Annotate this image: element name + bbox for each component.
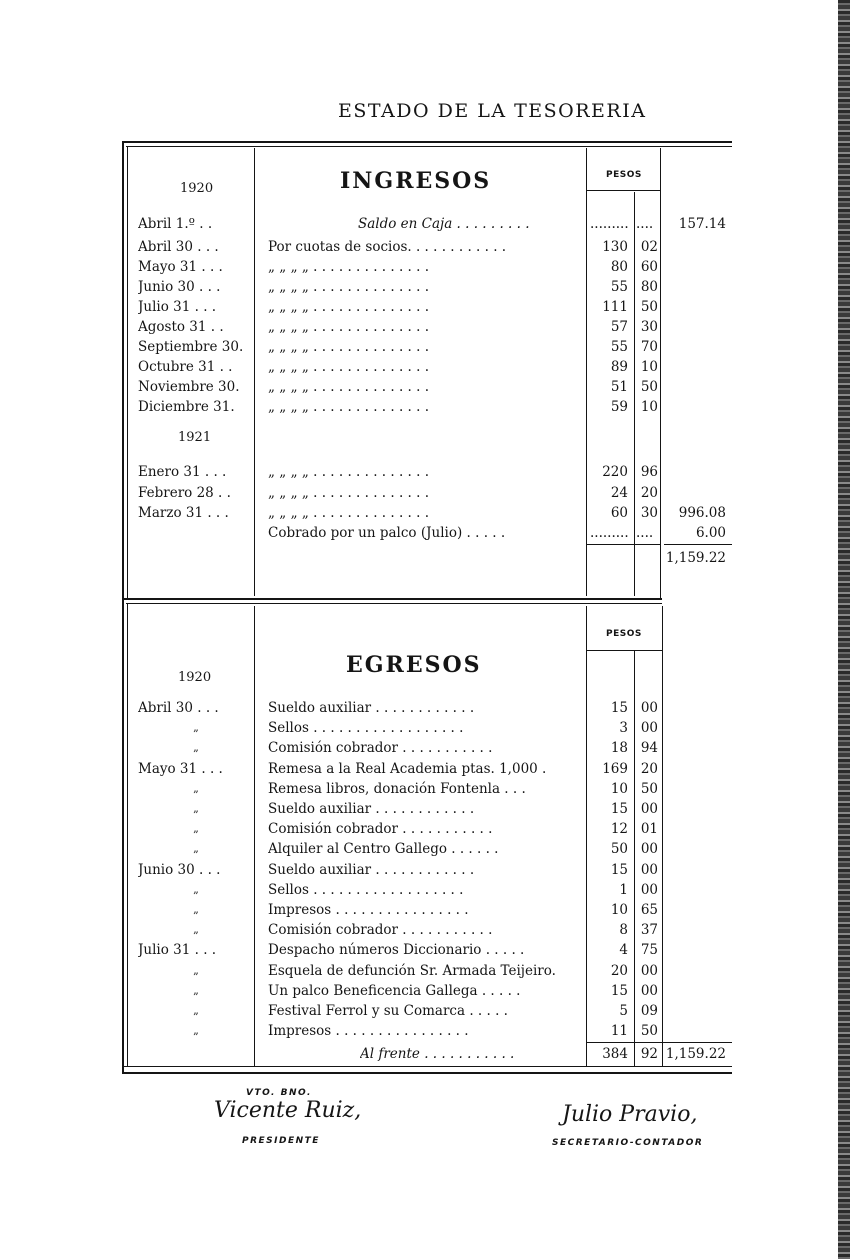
row-description: Comisión cobrador . . . . . . . . . . .	[268, 922, 493, 939]
row-date: „	[193, 963, 199, 977]
signature-caption: VTO. BNO.	[246, 1088, 312, 1098]
row-date: Julio 31 . . .	[138, 942, 217, 959]
bottom-rule	[122, 1066, 732, 1067]
row-description: Sellos . . . . . . . . . . . . . . . . . .	[268, 881, 464, 898]
row-date: Noviembre 30.	[138, 379, 240, 395]
row-date: „	[193, 822, 199, 836]
row-centavos: 80	[640, 279, 658, 295]
saldo-row	[0, 214, 740, 234]
row-description: Impresos . . . . . . . . . . . . . . . .	[268, 902, 469, 918]
row-date: Enero 31 . . .	[138, 464, 227, 480]
row-centavos: 30	[640, 505, 658, 521]
grand-total: 1,159.22	[665, 550, 726, 566]
egresos-year-1920: 1920	[178, 670, 212, 685]
row-centavos: 65	[640, 902, 658, 918]
table-row	[0, 337, 740, 357]
row-centavos: 00	[640, 982, 658, 999]
row-pesos: 89	[610, 359, 628, 375]
row-pesos: 220	[602, 464, 628, 480]
row-date: Junio 30 . . .	[138, 279, 221, 295]
row-date: Mayo 31 . . .	[138, 760, 223, 777]
row-date: „	[193, 842, 199, 856]
row-description: Sueldo auxiliar . . . . . . . . . . . .	[268, 700, 475, 716]
row-date: Junio 30 . . .	[138, 861, 221, 878]
row-pesos: 15	[610, 801, 628, 817]
table-row	[0, 920, 740, 940]
row-description: „ „ „ „ . . . . . . . . . . . . . .	[268, 359, 430, 375]
row-centavos: 02	[640, 239, 658, 255]
row-centavos: 92	[640, 1046, 658, 1062]
row-date: Abril 30 . . .	[138, 239, 219, 255]
row-pesos: 15	[610, 861, 628, 878]
row-centavos: 00	[640, 962, 658, 979]
table-row	[0, 981, 740, 1001]
row-pesos: 50	[610, 841, 628, 858]
table-row	[0, 377, 740, 397]
row-description: „ „ „ „ . . . . . . . . . . . . . .	[268, 279, 430, 295]
signature-right-name: Julio Pravio,	[562, 1102, 698, 1127]
row-pesos: 80	[610, 259, 628, 275]
row-centavos: 60	[640, 259, 658, 275]
row-description: Despacho números Diccionario . . . . .	[268, 942, 525, 959]
row-date: Marzo 31 . . .	[138, 505, 229, 521]
row-centavos: 50	[640, 780, 658, 797]
row-description: „ „ „ „ . . . . . . . . . . . . . .	[268, 299, 430, 315]
row-description: „ „ „ „ . . . . . . . . . . . . . .	[268, 259, 430, 275]
row-total: 157.14	[678, 216, 726, 232]
ingresos-columns-rule	[587, 544, 660, 545]
row-description: „ „ „ „ . . . . . . . . . . . . . .	[268, 339, 430, 355]
row-pesos: 10	[610, 780, 628, 797]
row-pesos: 130	[602, 239, 628, 255]
page-title: ESTADO DE LA TESORERIA	[338, 100, 647, 122]
row-centavos: 10	[640, 399, 658, 415]
row-description: „ „ „ „ . . . . . . . . . . . . . .	[268, 319, 430, 335]
row-total: 996.08	[678, 505, 726, 521]
ingresos-subtotal-rule	[664, 544, 732, 545]
row-centavos: 00	[640, 720, 658, 737]
signature-left-role: PRESIDENTE	[242, 1136, 320, 1146]
row-pesos: 5	[619, 1003, 628, 1019]
row-date: Octubre 31 . .	[138, 359, 233, 375]
row-pesos: 55	[610, 279, 628, 295]
row-centavos: 37	[640, 922, 658, 939]
row-description: Al frente . . . . . . . . . . .	[360, 1046, 515, 1062]
row-date: Septiembre 30.	[138, 339, 244, 355]
row-date: „	[193, 923, 199, 937]
row-description: Sueldo auxiliar . . . . . . . . . . . .	[268, 801, 475, 817]
row-description: „ „ „ „ . . . . . . . . . . . . . .	[268, 379, 430, 395]
section-divider-inner	[126, 603, 662, 604]
row-pesos: 3	[619, 720, 628, 737]
ingresos-pesos-header: PESOS	[606, 170, 642, 180]
section-divider	[122, 598, 662, 600]
row-centavos: 10	[640, 359, 658, 375]
row-description: „ „ „ „ . . . . . . . . . . . . . .	[268, 399, 430, 415]
row-pesos: 51	[610, 379, 628, 395]
row-description: Comisión cobrador . . . . . . . . . . .	[268, 821, 493, 838]
row-description: Esquela de defunción Sr. Armada Teijeiro.	[268, 962, 556, 979]
ingresos-title: INGRESOS	[340, 168, 492, 194]
row-description: Sueldo auxiliar . . . . . . . . . . . .	[268, 861, 475, 878]
table-row	[0, 297, 740, 317]
row-pesos: 20	[610, 962, 628, 979]
row-description: „ „ „ „ . . . . . . . . . . . . . .	[268, 505, 430, 521]
row-date: Agosto 31 . .	[138, 319, 224, 335]
top-rule-inner	[126, 146, 732, 147]
row-date: Mayo 31 . . .	[138, 259, 223, 275]
row-centavos: 50	[640, 299, 658, 315]
table-row	[0, 357, 740, 377]
row-centavos: 00	[640, 841, 658, 858]
row-description: Festival Ferrol y su Comarca . . . . .	[268, 1003, 508, 1019]
row-date: „	[193, 1024, 199, 1038]
row-date: „	[193, 1004, 199, 1017]
row-centavos: 00	[640, 700, 658, 716]
row-description: Sellos . . . . . . . . . . . . . . . . . .	[268, 720, 464, 737]
row-description: Alquiler al Centro Gallego . . . . . .	[268, 841, 499, 858]
row-description: Remesa a la Real Academia ptas. 1,000 .	[268, 760, 547, 777]
egresos-title: EGRESOS	[346, 652, 482, 678]
row-description: Remesa libros, donación Fontenla . . .	[268, 780, 526, 797]
row-description: „ „ „ „ . . . . . . . . . . . . . .	[268, 484, 430, 501]
row-pesos: 57	[610, 319, 628, 335]
table-row	[0, 819, 740, 839]
row-centavos: 70	[640, 339, 658, 355]
table-row	[0, 718, 740, 738]
pesos-header-underline	[587, 190, 660, 191]
row-centavos: 20	[640, 484, 658, 501]
row-pesos: 55	[610, 339, 628, 355]
row-date: „	[193, 721, 199, 735]
table-row	[0, 397, 740, 417]
row-pesos: 60	[610, 505, 628, 521]
egresos-pesos-header: PESOS	[606, 629, 642, 639]
row-pesos: 169	[602, 760, 628, 777]
row-centavos: ....	[636, 525, 654, 541]
table-row	[0, 1001, 740, 1021]
row-centavos: 20	[640, 760, 658, 777]
row-centavos: 50	[640, 1023, 658, 1040]
table-row	[0, 237, 740, 257]
table-row	[0, 961, 740, 981]
row-description: „ „ „ „ . . . . . . . . . . . . . .	[268, 464, 430, 480]
row-pesos: 24	[610, 484, 628, 501]
row-description: Comisión cobrador . . . . . . . . . . .	[268, 740, 493, 757]
table-row	[0, 462, 740, 482]
ingresos-year-1921: 1921	[178, 430, 212, 445]
row-pesos: 384	[602, 1046, 628, 1062]
table-row	[0, 503, 740, 523]
palco-row	[0, 523, 740, 543]
row-date: „	[193, 741, 199, 755]
scanned-page-edge	[838, 0, 850, 1259]
table-row	[0, 759, 740, 779]
table-row	[0, 1021, 740, 1041]
table-row	[0, 940, 740, 960]
row-description: Saldo en Caja . . . . . . . . .	[358, 216, 530, 232]
table-row	[0, 779, 740, 799]
row-description: Cobrado por un palco (Julio) . . . . .	[268, 525, 506, 541]
row-centavos: 09	[640, 1003, 658, 1019]
row-pesos: 111	[602, 299, 628, 315]
row-date: „	[193, 882, 199, 896]
egresos-total-rule	[587, 1042, 732, 1043]
row-description: Impresos . . . . . . . . . . . . . . . .	[268, 1023, 469, 1040]
row-date: Febrero 28 . .	[138, 484, 231, 501]
table-row	[0, 698, 740, 718]
row-date: „	[193, 903, 199, 916]
row-centavos: 30	[640, 319, 658, 335]
row-date: Abril 1.º . .	[138, 216, 213, 232]
table-row	[0, 277, 740, 297]
row-pesos: 11	[610, 1023, 628, 1040]
row-centavos: ....	[636, 216, 654, 232]
row-centavos: 50	[640, 379, 658, 395]
table-row	[0, 317, 740, 337]
row-pesos: 59	[610, 399, 628, 415]
row-centavos: 00	[640, 861, 658, 878]
table-row	[0, 257, 740, 277]
row-centavos: 00	[640, 801, 658, 817]
row-pesos: 10	[610, 902, 628, 918]
ingresos-grand-total-row	[0, 548, 740, 568]
table-row	[0, 839, 740, 859]
row-pesos: .........	[590, 216, 629, 232]
row-date: Abril 30 . . .	[138, 700, 219, 716]
top-rule	[122, 141, 732, 143]
signature-right-role: SECRETARIO-CONTADOR	[552, 1138, 704, 1148]
row-centavos: 01	[640, 821, 658, 838]
row-centavos: 75	[640, 942, 658, 959]
row-total: 1,159.22	[665, 1046, 726, 1062]
pesos-header-underline-2	[587, 650, 662, 651]
row-date: Julio 31 . . .	[138, 299, 217, 315]
row-pesos: 8	[619, 922, 628, 939]
table-row	[0, 860, 740, 880]
row-pesos: 1	[619, 881, 628, 898]
row-pesos: 18	[610, 740, 628, 757]
table-row	[0, 880, 740, 900]
ingresos-year-1920: 1920	[180, 181, 214, 196]
row-description: Por cuotas de socios. . . . . . . . . . . .	[268, 239, 507, 255]
table-row	[0, 738, 740, 758]
row-centavos: 00	[640, 881, 658, 898]
row-centavos: 94	[640, 740, 658, 757]
row-total: 6.00	[695, 525, 726, 541]
table-row	[0, 483, 740, 503]
table-row	[0, 900, 740, 920]
row-date: „	[193, 781, 199, 795]
row-description: Un palco Beneficencia Gallega . . . . .	[268, 982, 521, 999]
row-pesos: 4	[619, 942, 628, 959]
row-pesos: 12	[610, 821, 628, 838]
row-pesos: 15	[610, 982, 628, 999]
signature-left-name: Vicente Ruiz,	[214, 1098, 362, 1123]
table-row	[0, 799, 740, 819]
row-centavos: 96	[640, 464, 658, 480]
row-pesos: .........	[590, 525, 629, 541]
al-frente-row	[0, 1044, 740, 1064]
row-date: „	[193, 802, 199, 815]
row-pesos: 15	[610, 700, 628, 716]
row-date: „	[193, 983, 199, 997]
row-date: Diciembre 31.	[138, 399, 235, 415]
bottom-rule-double	[122, 1072, 732, 1074]
